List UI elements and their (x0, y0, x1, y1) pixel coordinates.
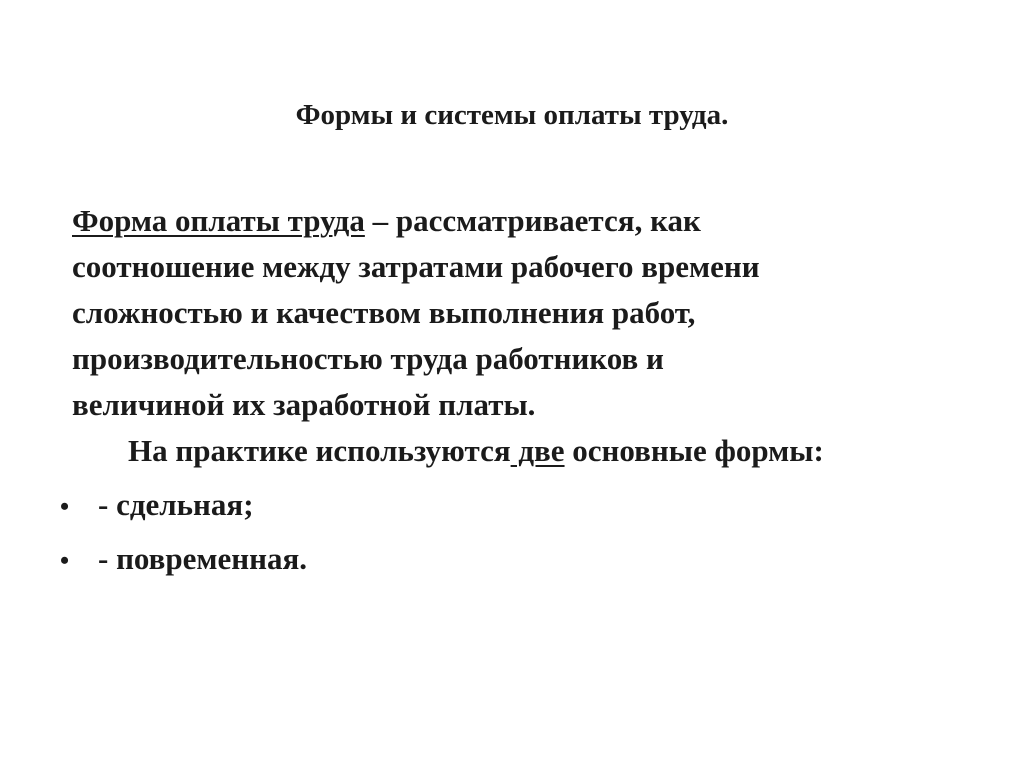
definition-line-4: производительностью труда работников и (72, 341, 664, 376)
list-item (60, 482, 307, 532)
intro-emphasis: две (510, 433, 565, 468)
definition-paragraph (72, 198, 972, 428)
definition-line-1 (72, 198, 972, 244)
definition-line-2: соотношение между затратами рабочего времени (72, 249, 760, 284)
list-item-label: - повременная. (98, 541, 308, 576)
intro-text-before: На практике используются (128, 433, 511, 468)
definition-line-1-text: – рассматривается, как (364, 203, 701, 238)
list-item-label: - сдельная; (98, 487, 254, 522)
intro-text-after: основные формы: (564, 433, 824, 468)
forms-list (60, 482, 307, 586)
bullet-icon: • (60, 492, 70, 521)
slide-title: Формы и системы оплаты труда. (295, 99, 729, 131)
definition-line-5: величиной их заработной платы. (72, 387, 536, 422)
bullet-icon: • (60, 546, 70, 575)
definition-term: Форма оплаты труда (72, 203, 365, 238)
intro-sentence (128, 428, 824, 474)
definition-line-3: сложностью и качеством выполнения работ, (72, 295, 696, 330)
list-item (60, 536, 307, 586)
